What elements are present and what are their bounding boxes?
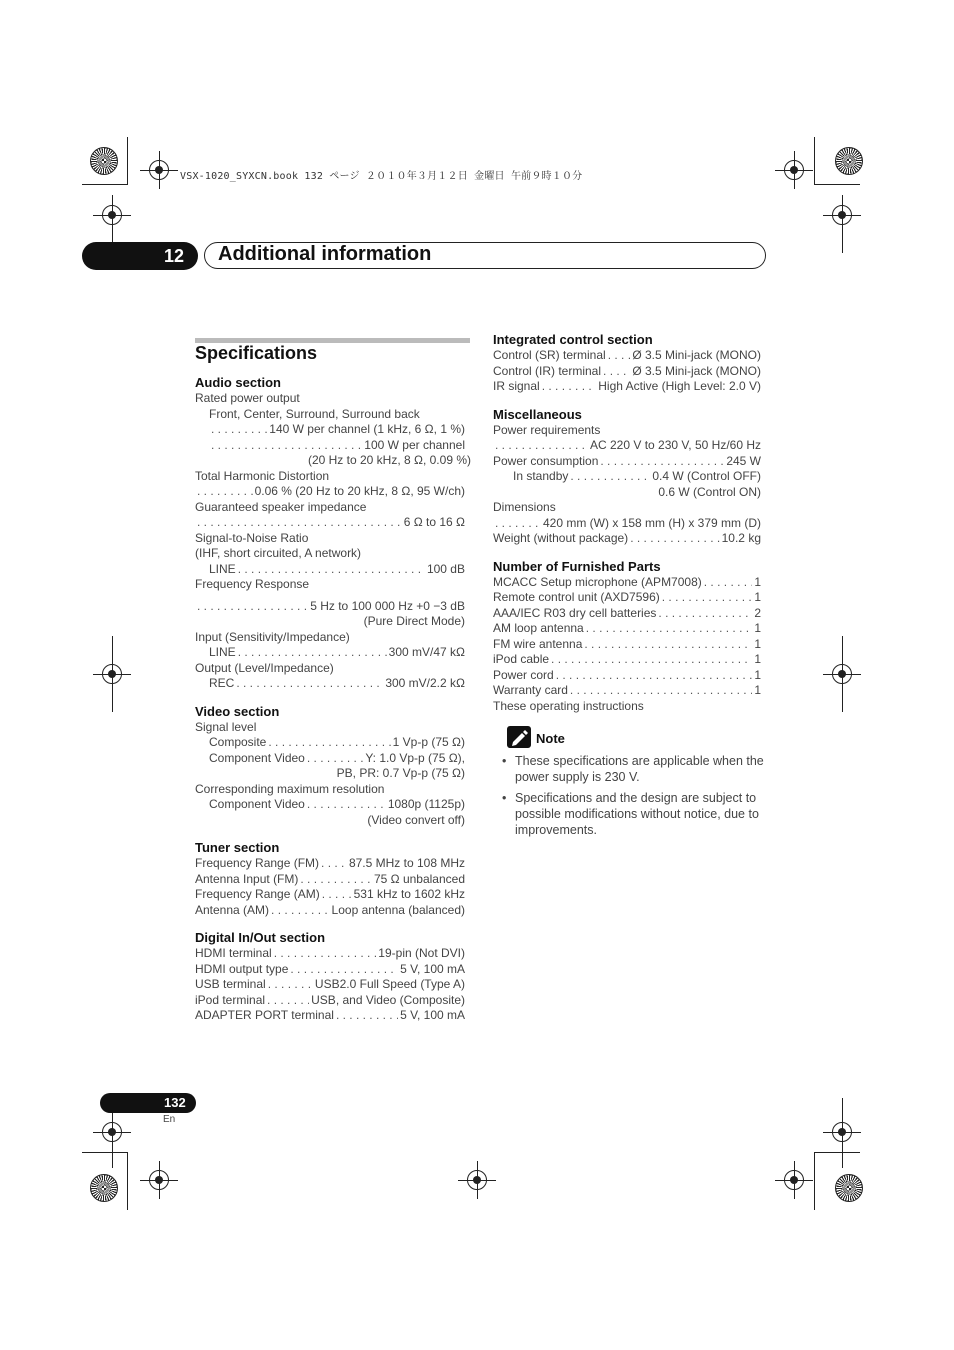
spec-value: 420 mm (W) x 158 mm (H) x 379 mm (D) xyxy=(542,515,761,530)
spec-value: 5 Hz to 100 000 Hz +0 −3 dB xyxy=(310,598,465,613)
spec-label: USB terminal xyxy=(195,977,266,991)
spec-label: Signal-to-Noise Ratio xyxy=(195,530,309,545)
spec-value: 245 W xyxy=(726,453,761,468)
registration-mark-icon xyxy=(832,1122,852,1142)
note-label: Note xyxy=(536,731,565,746)
spec-row xyxy=(195,438,465,454)
spec-row xyxy=(195,422,465,438)
spec-value: Loop antenna (balanced) xyxy=(331,902,465,917)
spec-value: 75 Ω unbalanced xyxy=(373,871,465,886)
spec-label: Frequency Range (AM) xyxy=(195,887,320,901)
list-item: AM loop antenna . . . 1 xyxy=(493,621,761,637)
spec-row xyxy=(195,977,465,993)
spec-row xyxy=(195,903,465,919)
spec-label: Frequency Range (FM) xyxy=(195,856,320,870)
spec-label: Output (Level/Impedance) xyxy=(195,660,334,675)
registration-mark-icon xyxy=(832,664,852,684)
spec-label: Antenna (AM) xyxy=(195,902,270,917)
list-item: AAA/IEC R03 dry cell batteries . . . 2 xyxy=(493,606,761,622)
spec-label: HDMI output type xyxy=(195,961,289,976)
spec-value: AC 220 V to 230 V, 50 Hz/60 Hz xyxy=(590,438,761,452)
spec-row xyxy=(195,797,465,813)
pencil-icon xyxy=(507,726,531,748)
list-item: Power cord . . . 1 xyxy=(493,668,761,684)
misc-section-title: Miscellaneous xyxy=(493,406,582,422)
spec-value: 531 kHz to 1602 kHz xyxy=(353,887,465,901)
spec-label: Front, Center, Surround, Surround back xyxy=(209,406,420,421)
spec-row xyxy=(493,438,761,454)
parts-section-title: Number of Furnished Parts xyxy=(493,558,661,574)
book-header: VSX-1020_SYXCN.book 132 ページ ２０１０年３月１２日 金曜日 午前９時１０分 xyxy=(180,171,583,182)
spec-value: 0.6 W (Control ON) xyxy=(658,484,761,499)
spec-label: Guaranteed speaker impedance xyxy=(195,499,367,514)
spec-label: Power requirements xyxy=(493,422,601,437)
tuner-section-title: Tuner section xyxy=(195,840,280,855)
spec-row xyxy=(195,1008,465,1024)
starburst-icon xyxy=(90,1174,118,1202)
spec-row xyxy=(493,454,761,470)
starburst-icon xyxy=(90,147,118,175)
spec-value: 300 mV/2.2 kΩ xyxy=(385,676,465,690)
list-item: Warranty card . . . 1 xyxy=(493,683,761,699)
spec-value: 0.06 % (20 Hz to 20 kHz, 8 Ω, 95 W/ch) xyxy=(254,484,465,498)
spec-label: Control (IR) terminal xyxy=(493,363,602,378)
page-number: 132 xyxy=(164,1095,186,1110)
spec-row xyxy=(195,962,465,978)
spec-label: Frequency Response xyxy=(195,577,310,591)
spec-value: Ø 3.5 Mini-jack (MONO) xyxy=(632,363,761,378)
spec-value: (Pure Direct Mode) xyxy=(363,614,465,628)
spec-label: REC xyxy=(209,676,235,690)
right-column xyxy=(493,331,761,714)
spec-value: High Active (High Level: 2.0 V) xyxy=(598,379,761,393)
list-item: Remote control unit (AXD7596) . . . 1 xyxy=(493,590,761,606)
spec-value: 19-pin (Not DVI) xyxy=(378,946,465,960)
registration-mark-icon xyxy=(102,205,122,225)
spec-label: (IHF, short circuited, A network) xyxy=(195,546,362,560)
spec-row xyxy=(195,872,465,888)
spec-label: Power consumption xyxy=(493,453,599,468)
list-item: FM wire antenna . . . 1 xyxy=(493,637,761,653)
chapter-title: Additional information xyxy=(218,243,432,265)
spec-label: IR signal xyxy=(493,379,540,393)
spec-row xyxy=(195,887,465,903)
starburst-icon xyxy=(835,1174,863,1202)
spec-label: Component Video xyxy=(209,750,305,765)
list-item: MCACC Setup microphone (APM7008) . . . 1 xyxy=(493,575,761,591)
spec-label: HDMI terminal xyxy=(195,946,272,960)
spec-value: (Video convert off) xyxy=(367,812,465,827)
registration-mark-icon xyxy=(102,664,122,684)
spec-row xyxy=(493,364,761,380)
spec-value: (20 Hz to 20 kHz, 8 Ω, 0.09 %) xyxy=(307,453,471,467)
note-bullet: • Specifications and the design are subject to possible modifications without notice, due to improvements. xyxy=(515,790,765,838)
spec-label: Antenna Input (FM) xyxy=(195,871,299,886)
video-section-title: Video section xyxy=(195,703,280,719)
spec-row xyxy=(195,751,465,767)
spec-label: Weight (without package) xyxy=(493,531,629,545)
audio-section-title: Audio section xyxy=(195,375,281,390)
spec-row xyxy=(493,469,761,485)
spec-label: Signal level xyxy=(195,719,257,734)
starburst-icon xyxy=(835,147,863,175)
spec-value: 0.4 W (Control OFF) xyxy=(652,469,761,483)
spec-value: 10.2 kg xyxy=(721,531,761,545)
registration-mark-icon xyxy=(149,1170,169,1190)
spec-value: PB, PR: 0.7 Vp-p (75 Ω) xyxy=(336,766,465,780)
spec-label: Corresponding maximum resolution xyxy=(195,781,385,796)
registration-mark-icon xyxy=(784,160,804,180)
spec-label: ADAPTER PORT terminal xyxy=(195,1008,334,1022)
spec-row xyxy=(195,645,465,661)
spec-label: LINE xyxy=(209,645,236,659)
spec-row xyxy=(195,993,465,1009)
spec-row xyxy=(195,856,465,872)
spec-value: 100 dB xyxy=(426,561,465,576)
note-bullet: • These specifications are applicable when the power supply is 230 V. xyxy=(515,753,765,785)
spec-value: 5 V, 100 mA xyxy=(400,961,465,976)
spec-value: 5 V, 100 mA xyxy=(400,1008,465,1022)
spec-label: iPod terminal xyxy=(195,992,266,1007)
spec-value: Ø 3.5 Mini-jack (MONO) xyxy=(632,348,761,362)
spec-value: 300 mV/47 kΩ xyxy=(388,645,465,659)
spec-row xyxy=(195,515,465,531)
registration-mark-icon xyxy=(784,1170,804,1190)
registration-mark-icon xyxy=(832,205,852,225)
spec-label: Component Video xyxy=(209,797,305,811)
left-column xyxy=(195,374,471,1024)
spec-row xyxy=(195,484,465,500)
registration-mark-icon xyxy=(467,1170,487,1190)
spec-label: Input (Sensitivity/Impedance) xyxy=(195,629,350,644)
spec-label: LINE xyxy=(209,561,236,576)
spec-label: Total Harmonic Distortion xyxy=(195,468,330,483)
registration-mark-icon xyxy=(102,1122,122,1142)
list-item: iPod cable . . . 1 xyxy=(493,652,761,668)
list-item: These operating instructions xyxy=(493,698,644,713)
spec-row xyxy=(493,531,761,547)
spec-label: Control (SR) terminal xyxy=(493,348,606,362)
spec-value: 1080p (1125p) xyxy=(387,797,465,811)
spec-value: USB2.0 Full Speed (Type A) xyxy=(314,977,465,991)
spec-row xyxy=(195,735,465,751)
page-language: En xyxy=(163,1114,176,1125)
spec-value: Y: 1.0 Vp-p (75 Ω), xyxy=(365,750,465,765)
page-title: Specifications xyxy=(195,343,318,363)
spec-row xyxy=(195,946,465,962)
spec-row xyxy=(195,599,465,615)
spec-row xyxy=(195,562,465,578)
spec-label: Composite xyxy=(209,735,267,749)
spec-row xyxy=(493,348,761,364)
spec-label: Rated power output xyxy=(195,391,300,405)
spec-value: 140 W per channel (1 kHz, 6 Ω, 1 %) xyxy=(269,422,465,436)
spec-row xyxy=(493,516,761,532)
spec-row xyxy=(493,379,761,395)
spec-value: 6 Ω to 16 Ω xyxy=(403,515,465,529)
spec-value: 100 W per channel xyxy=(364,437,465,452)
control-section-title: Integrated control section xyxy=(493,332,653,347)
spec-value: 1 Vp-p (75 Ω) xyxy=(392,735,465,749)
digital-section-title: Digital In/Out section xyxy=(195,930,326,945)
spec-row xyxy=(195,676,465,692)
registration-mark-icon xyxy=(149,160,169,180)
spec-value: USB, and Video (Composite) xyxy=(311,992,465,1007)
spec-label: In standby xyxy=(513,469,569,483)
spec-label: Dimensions xyxy=(493,500,556,514)
chapter-number: 12 xyxy=(164,246,185,266)
spec-value: 87.5 MHz to 108 MHz xyxy=(348,856,465,870)
